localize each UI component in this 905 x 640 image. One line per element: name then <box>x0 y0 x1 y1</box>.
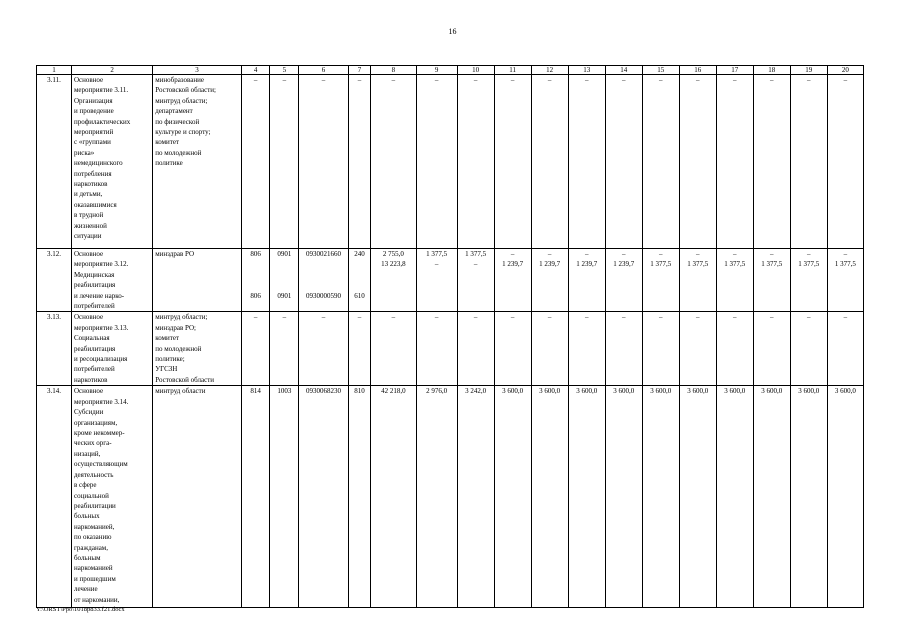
col-header: 3 <box>153 66 241 75</box>
measure-name: Основное мероприятие 3.13. Социальная реабилитация и ресоциализация потребителей наркотиков <box>71 312 152 386</box>
code-cell: – <box>348 75 371 249</box>
amount-cell: – <box>827 75 863 249</box>
col-header: 11 <box>494 66 531 75</box>
amount-cell: 3 600,0 <box>568 386 605 608</box>
amount-cell: 3 600,0 <box>642 386 679 608</box>
amount-cell: 42 218,0 <box>371 386 416 608</box>
amount-cell: – <box>605 75 642 249</box>
col-header: 8 <box>371 66 416 75</box>
amount-cell: – <box>753 312 790 386</box>
amount-cell: 3 600,0 <box>790 386 827 608</box>
amount-cell: – <box>679 312 716 386</box>
table-row <box>37 312 864 386</box>
budget-table <box>36 65 864 608</box>
amount-cell: – 1 239,7 <box>568 249 605 312</box>
amount-cell: 2 976,0 <box>416 386 457 608</box>
col-header: 20 <box>827 66 863 75</box>
amount-cell: – <box>790 312 827 386</box>
col-header: 19 <box>790 66 827 75</box>
code-cell: 240 610 <box>348 249 371 312</box>
amount-cell: – <box>642 75 679 249</box>
col-header: 12 <box>531 66 568 75</box>
page-number: 16 <box>448 27 457 36</box>
amount-cell: – 1 377,5 <box>679 249 716 312</box>
col-header: 17 <box>716 66 753 75</box>
table-row <box>37 75 864 249</box>
amount-cell: 3 600,0 <box>716 386 753 608</box>
column-number-row <box>37 66 864 75</box>
amount-cell: 3 600,0 <box>827 386 863 608</box>
amount-cell: – 1 377,5 <box>642 249 679 312</box>
col-header: 1 <box>37 66 72 75</box>
row-number: 3.11. <box>37 75 72 249</box>
code-cell: – <box>241 312 270 386</box>
measure-name: Основное мероприятие 3.14. Субсидии организациям, кроме некоммер- ческих орга- низаций, осуществляющим деятельность в сфере социальной реабилитации больных наркоманией, по оказанию гражданам, больным наркоманией и прошедшим лечение от наркомании, <box>71 386 152 608</box>
code-cell: 0930068230 <box>299 386 348 608</box>
amount-cell: 3 600,0 <box>753 386 790 608</box>
amount-cell: – <box>568 75 605 249</box>
amount-cell: – <box>457 312 494 386</box>
col-header: 5 <box>270 66 299 75</box>
amount-cell: – <box>457 75 494 249</box>
code-cell: 1003 <box>270 386 299 608</box>
code-cell: – <box>299 312 348 386</box>
amount-cell: – <box>371 75 416 249</box>
amount-cell: 1 377,5 – <box>457 249 494 312</box>
executor: минобразование Ростовской области; минтруд области; департамент по физической культуре и спорту; комитет по молодежной политике <box>153 75 241 249</box>
col-header: 2 <box>71 66 152 75</box>
amount-cell: 1 377,5 – <box>416 249 457 312</box>
amount-cell: – <box>605 312 642 386</box>
amount-cell: – <box>494 75 531 249</box>
amount-cell: – 1 239,7 <box>531 249 568 312</box>
code-cell: 0930021660 0930000590 <box>299 249 348 312</box>
amount-cell: – <box>416 312 457 386</box>
amount-cell: – <box>568 312 605 386</box>
amount-cell: – 1 377,5 <box>716 249 753 312</box>
col-header: 18 <box>753 66 790 75</box>
code-cell: 0901 0901 <box>270 249 299 312</box>
amount-cell: – <box>716 75 753 249</box>
amount-cell: 3 600,0 <box>494 386 531 608</box>
code-cell: – <box>270 312 299 386</box>
col-header: 14 <box>605 66 642 75</box>
amount-cell: – 1 239,7 <box>605 249 642 312</box>
executor: минтруд области; минздрав РО; комитет по молодежной политике; УГСЗН Ростовской области <box>153 312 241 386</box>
measure-name: Основное мероприятие 3.12. Медицинская реабилитация и лечение нарко- потребителей <box>71 249 152 312</box>
table-row <box>37 386 864 608</box>
amount-cell: – 1 377,5 <box>790 249 827 312</box>
amount-cell: 3 600,0 <box>605 386 642 608</box>
amount-cell: 3 600,0 <box>679 386 716 608</box>
col-header: 16 <box>679 66 716 75</box>
col-header: 4 <box>241 66 270 75</box>
row-number: 3.12. <box>37 249 72 312</box>
amount-cell: – <box>827 312 863 386</box>
amount-cell: 3 242,0 <box>457 386 494 608</box>
code-cell: 814 <box>241 386 270 608</box>
amount-cell: – <box>531 75 568 249</box>
executor: минздрав РО <box>153 249 241 312</box>
amount-cell: – <box>642 312 679 386</box>
amount-cell: – <box>371 312 416 386</box>
amount-cell: – 1 377,5 <box>827 249 863 312</box>
col-header: 13 <box>568 66 605 75</box>
code-cell: – <box>299 75 348 249</box>
col-header: 7 <box>348 66 371 75</box>
code-cell: – <box>241 75 270 249</box>
col-header: 15 <box>642 66 679 75</box>
amount-cell: – <box>790 75 827 249</box>
code-cell: 810 <box>348 386 371 608</box>
amount-cell: 2 755,0 13 223,8 <box>371 249 416 312</box>
amount-cell: – <box>531 312 568 386</box>
row-number: 3.14. <box>37 386 72 608</box>
col-header: 10 <box>457 66 494 75</box>
amount-cell: 3 600,0 <box>531 386 568 608</box>
file-path-footer: Y:\ORST\Ppo\1018p833.f21.docx <box>36 606 125 613</box>
amount-cell: – 1 377,5 <box>753 249 790 312</box>
table-row <box>37 249 864 312</box>
code-cell: – <box>348 312 371 386</box>
code-cell: 806 806 <box>241 249 270 312</box>
amount-cell: – <box>679 75 716 249</box>
code-cell: – <box>270 75 299 249</box>
measure-name: Основное мероприятие 3.11. Организация и проведение профилактических мероприятий с «группами риска» немедицинского потребления наркотиков и детьми, оказавшимися в трудной жизненной ситуации <box>71 75 152 249</box>
amount-cell: – <box>716 312 753 386</box>
amount-cell: – 1 239,7 <box>494 249 531 312</box>
executor: минтруд области <box>153 386 241 608</box>
col-header: 6 <box>299 66 348 75</box>
amount-cell: – <box>494 312 531 386</box>
amount-cell: – <box>753 75 790 249</box>
row-number: 3.13. <box>37 312 72 386</box>
amount-cell: – <box>416 75 457 249</box>
col-header: 9 <box>416 66 457 75</box>
